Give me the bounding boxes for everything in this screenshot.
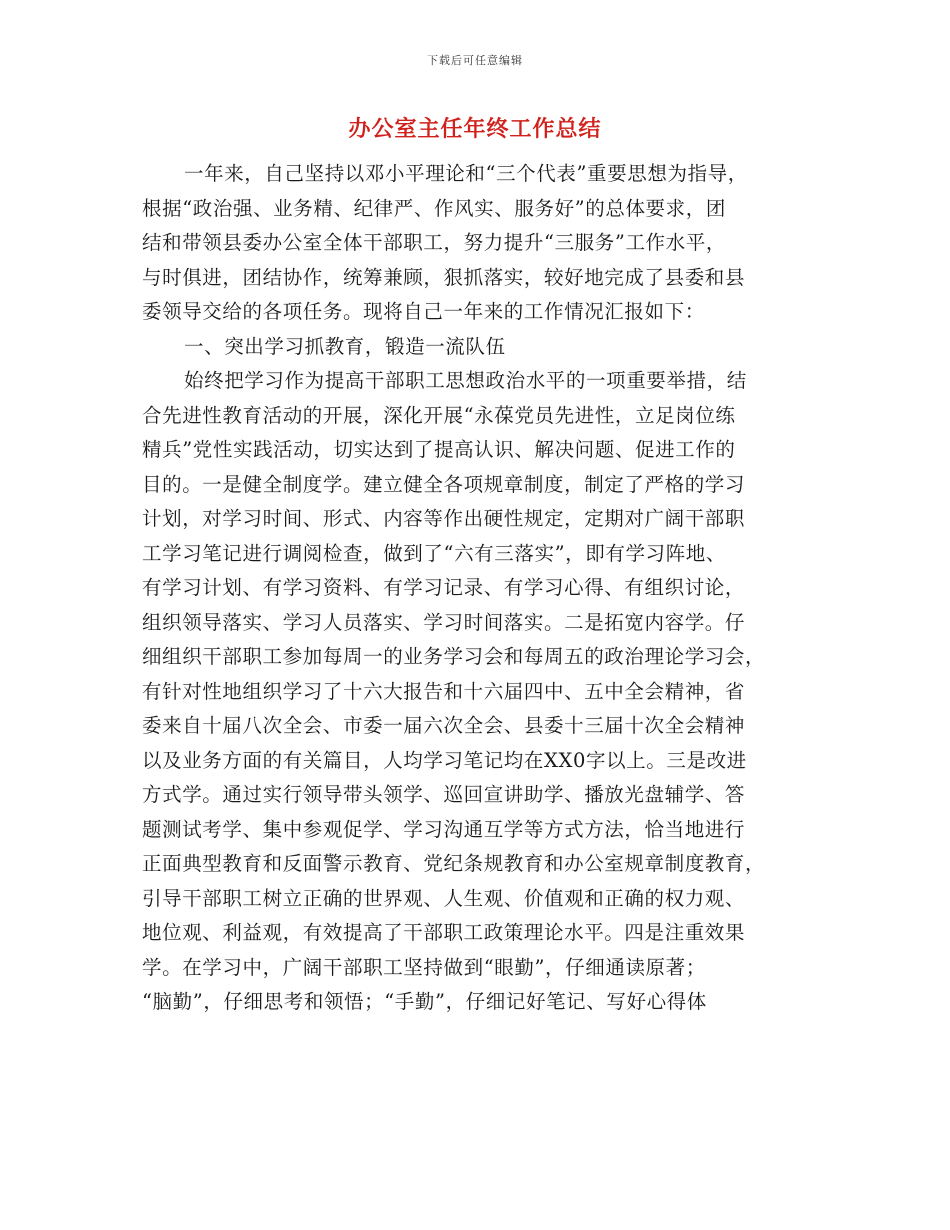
paragraph-line: 计划，对学习时间、形式、内容等作出硬性规定，定期对广阔干部职 (142, 507, 746, 530)
paragraph-line: 有针对性地组织学习了十六大报告和十六届四中、五中全会精神，省 (142, 679, 746, 703)
paragraph-line: 委领导交给的各项任务。现将自己一年来的工作情况汇报如下： (142, 300, 705, 323)
paragraph-line: 目的。一是健全制度学。建立健全各项规章制度，制定了严格的学习 (142, 472, 746, 496)
paragraph-line: 细组织干部职工参加每周一的业务学习会和每周五的政治理论学习会， (142, 645, 766, 668)
paragraph-line: 学。在学习中，广阔干部职工坚持做到“眼勤”，仔细通读原著； (142, 955, 706, 979)
paragraph-line: 引导干部职工树立正确的世界观、人生观、价值观和正确的权力观、 (142, 886, 746, 910)
paragraph-line: 组织领导落实、学习人员落实、学习时间落实。二是拓宽内容学。仔 (142, 610, 746, 634)
paragraph-line: 题测试考学、集中参观促学、学习沟通互学等方式方法，恰当地进行 (142, 817, 746, 841)
paragraph-line: 一年来，自己坚持以邓小平理论和“三个代表”重要思想为指导， (184, 162, 748, 185)
paragraph-line: 精兵”党性实践活动，切实达到了提高认识、解决问题、促进工作的 (142, 438, 736, 461)
document-body (142, 157, 810, 1020)
paragraph-line: 合先进性教育活动的开展，深化开展“永葆党员先进性，立足岗位练 (142, 403, 736, 427)
section-heading: 一、突出学习抓教育，锻造一流队伍 (184, 334, 506, 358)
paragraph-line: 工学习笔记进行调阅检查，做到了“六有三落实”，即有学习阵地、 (142, 541, 726, 565)
paragraph-line: 地位观、利益观，有效提高了干部职工政策理论水平。四是注重效果 (142, 921, 746, 944)
paragraph-line: 结和带领县委办公室全体干部职工，努力提升“三服务”工作水平， (142, 231, 726, 254)
paragraph-line: 方式学。通过实行领导带头领学、巡回宣讲助学、播放光盘辅学、答 (142, 783, 746, 806)
paragraph-line: 委来自十届八次全会、市委一届六次全会、县委十三届十次全会精神 (142, 714, 746, 737)
paragraph-line: 始终把学习作为提高干部职工思想政治水平的一项重要举措，结 (184, 369, 747, 392)
paragraph-line: 正面典型教育和反面警示教育、党纪条规教育和办公室规章制度教育， (142, 852, 766, 875)
header-note: 下载后可任意编辑 (427, 54, 523, 67)
paragraph-line: 与时俱进，团结协作，统筹兼顾，狠抓落实，较好地完成了县委和县 (142, 265, 746, 289)
paragraph-line: “脑勤”，仔细思考和领悟；“手勤”，仔细记好笔记、写好心得体 (142, 990, 707, 1013)
paragraph-line: 以及业务方面的有关篇目，人均学习笔记均在XX0字以上。三是改进 (142, 748, 747, 772)
document-title: 办公室主任年终工作总结 (348, 116, 602, 142)
paragraph-line: 根据“政治强、业务精、纪律严、作风实、服务好”的总体要求，团 (142, 196, 726, 220)
paragraph-line: 有学习计划、有学习资料、有学习记录、有学习心得、有组织讨论， (142, 576, 746, 599)
